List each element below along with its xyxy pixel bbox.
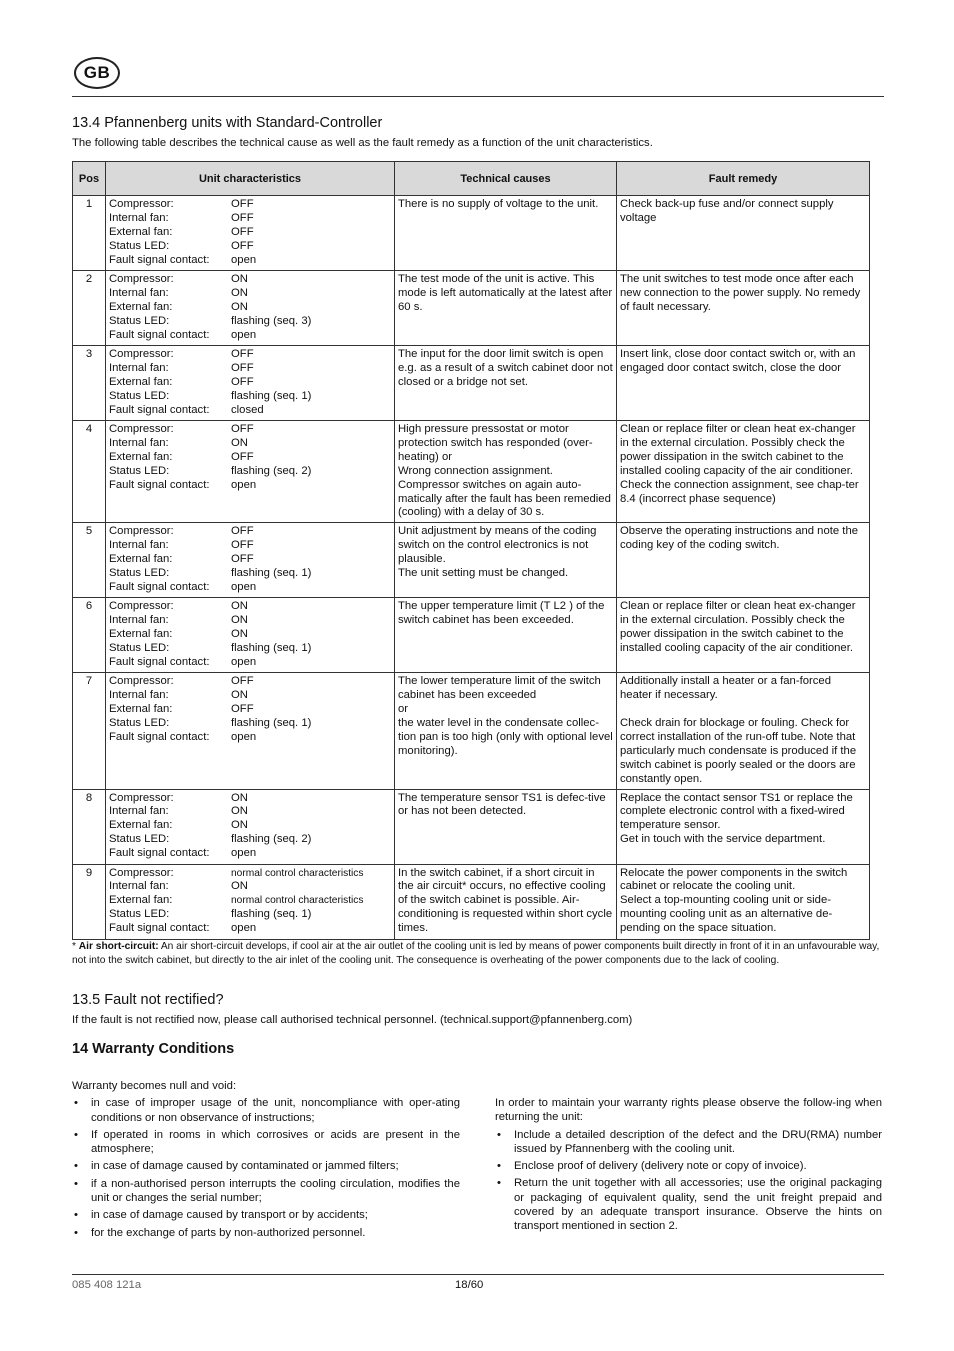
table-row	[73, 789, 870, 864]
remedy-paragraph: Replace the contact sensor TS1 or replace the complete electronic control with a fixed-wired temperature sensor.	[620, 791, 853, 832]
characteristic-label: Status LED:	[109, 567, 170, 580]
row-unit-characteristics	[106, 271, 395, 346]
characteristic-value: OFF	[231, 239, 254, 252]
cause-paragraph: High pressure pressostat or motor protection switch has responded (over-heating) or	[398, 423, 593, 463]
characteristic-label: External fan:	[109, 894, 173, 907]
section-14-title: 14 Warranty Conditions	[72, 1041, 235, 1057]
characteristic-label: Fault signal contact:	[109, 580, 210, 593]
characteristic-value: flashing (seq. 1)	[231, 389, 312, 402]
row-fault-remedy	[617, 421, 870, 523]
characteristic-value: OFF	[231, 450, 254, 463]
bullet-icon: •	[74, 1160, 78, 1173]
characteristic-label: Internal fan:	[109, 361, 169, 374]
row-unit-characteristics	[106, 346, 395, 421]
remedy-paragraph: Check drain for blockage or fouling. Check for correct installation of the run-off tube. Note that particularly much condensate is produced if the switch cabinet is poorly sealed or the doors are constantly open.	[620, 717, 857, 785]
characteristic-label: Status LED:	[109, 833, 170, 846]
characteristic-label: Compressor:	[109, 675, 174, 688]
cause-paragraph: Unit adjustment by means of the coding switch on the control electronics is not plausible.	[398, 525, 597, 566]
characteristic-value: closed	[231, 403, 264, 416]
characteristic-value: open	[231, 253, 257, 266]
table-row	[73, 271, 870, 346]
characteristic-label: Fault signal contact:	[109, 478, 210, 491]
row-pos: 7	[73, 673, 106, 789]
bullet-icon: •	[497, 1160, 501, 1173]
warranty-maintain-column	[495, 1096, 882, 1237]
characteristic-label: Fault signal contact:	[109, 655, 210, 668]
row-technical-causes	[395, 789, 617, 864]
row-technical-causes	[395, 271, 617, 346]
cause-paragraph: or	[398, 703, 409, 716]
remedy-paragraph: Clean or replace filter or clean heat ex-changer in the external circulation. Possibly check the power dissipation in the switch cabinet to the installed cooling capacity of the air conditioner.	[620, 423, 856, 477]
characteristic-label: Compressor:	[109, 600, 174, 613]
row-pos: 2	[73, 271, 106, 346]
bullet-icon: •	[74, 1209, 78, 1222]
remedy-paragraph: Check the connection assignment, see chap-ter 8.4 (incorrect phase sequence)	[620, 478, 859, 505]
row-fault-remedy	[617, 523, 870, 598]
characteristic-label: Status LED:	[109, 464, 170, 477]
characteristic-label: Internal fan:	[109, 286, 169, 299]
cause-paragraph: There is no supply of voltage to the unit.	[398, 198, 599, 210]
warranty-maintain-intro: In order to maintain your warranty rights please observe the follow-ing when returning the unit:	[495, 1097, 882, 1124]
characteristic-value: ON	[231, 628, 248, 641]
section-13-5-text: If the fault is not rectified now, please call authorised technical personnel. (technical.support@pfannenberg.com)	[72, 1014, 633, 1026]
row-fault-remedy	[617, 598, 870, 673]
characteristic-value: ON	[231, 805, 248, 818]
table-row	[73, 864, 870, 939]
row-fault-remedy	[617, 673, 870, 789]
bullet-icon: •	[497, 1128, 501, 1141]
characteristic-label: Compressor:	[109, 198, 174, 210]
characteristic-label: Fault signal contact:	[109, 847, 210, 860]
list-item-text: in case of damage caused by contaminated or jammed filters;	[91, 1160, 399, 1173]
characteristic-label: Internal fan:	[109, 689, 169, 702]
characteristic-label: External fan:	[109, 300, 173, 313]
characteristic-value: OFF	[231, 361, 254, 374]
characteristic-label: Status LED:	[109, 314, 170, 327]
characteristic-label: Status LED:	[109, 908, 170, 921]
characteristic-label: External fan:	[109, 553, 173, 566]
row-unit-characteristics	[106, 523, 395, 598]
list-item	[72, 1128, 460, 1157]
characteristic-label: Compressor:	[109, 791, 174, 804]
characteristic-value: OFF	[231, 703, 254, 716]
row-unit-characteristics	[106, 421, 395, 523]
characteristic-value: OFF	[231, 539, 254, 552]
characteristic-value: flashing (seq. 3)	[231, 314, 312, 327]
characteristic-value: OFF	[231, 553, 254, 566]
characteristic-label: Fault signal contact:	[109, 328, 210, 341]
list-item	[72, 1159, 460, 1173]
cause-paragraph: The upper temperature limit (T L2 ) of the switch cabinet has been exceeded.	[398, 600, 605, 627]
characteristic-value: flashing (seq. 1)	[231, 717, 312, 730]
row-technical-causes	[395, 864, 617, 939]
list-item	[495, 1176, 882, 1233]
characteristic-value: ON	[231, 600, 248, 613]
section-13-4-title: 13.4 Pfannenberg units with Standard-Controller	[72, 115, 383, 131]
row-pos: 6	[73, 598, 106, 673]
characteristic-value: open	[231, 655, 257, 668]
characteristic-label: Internal fan:	[109, 805, 169, 818]
characteristic-label: Internal fan:	[109, 539, 169, 552]
characteristic-label: Fault signal contact:	[109, 922, 210, 935]
characteristic-value: normal control characteristics	[231, 895, 364, 907]
remedy-paragraph: Additionally install a heater or a fan-forced heater if necessary.	[620, 675, 831, 702]
characteristic-value: open	[231, 730, 257, 743]
language-badge: GB	[74, 57, 120, 89]
header-pos: Pos	[73, 162, 106, 196]
row-unit-characteristics	[106, 864, 395, 939]
characteristic-label: Compressor:	[109, 273, 174, 285]
characteristic-label: Fault signal contact:	[109, 730, 210, 743]
row-fault-remedy	[617, 271, 870, 346]
header-divider	[72, 96, 884, 97]
characteristic-label: Compressor:	[109, 348, 174, 360]
characteristic-value: flashing (seq. 2)	[231, 833, 312, 846]
list-item-text: if a non-authorised person interrupts the cooling circulation, modifies the unit or changes the serial number;	[91, 1177, 460, 1205]
row-technical-causes	[395, 196, 617, 271]
footnote-term: Air short-circuit:	[78, 941, 159, 952]
characteristic-value: open	[231, 847, 257, 860]
list-item-text: Enclose proof of delivery (delivery note or copy of invoice).	[514, 1160, 807, 1173]
row-technical-causes	[395, 673, 617, 789]
page-number: 18/60	[455, 1279, 484, 1291]
characteristic-label: External fan:	[109, 450, 173, 463]
footnote-marker: *	[72, 941, 79, 952]
characteristic-value: flashing (seq. 1)	[231, 908, 312, 921]
remedy-paragraph: Observe the operating instructions and note the coding key of the coding switch.	[620, 525, 859, 552]
list-item	[72, 1096, 460, 1125]
cause-paragraph: In the switch cabinet, if a short circuit in the air circuit* occurs, no effective cooling of the switch cabinet is possible. Air-conditioning is requested within short cycle times.	[398, 866, 613, 935]
characteristic-value: normal control characteristics	[231, 867, 364, 879]
table-row	[73, 421, 870, 523]
list-item-text: in case of damage caused by transport or by accidents;	[91, 1209, 368, 1222]
row-fault-remedy	[617, 346, 870, 421]
row-unit-characteristics	[106, 196, 395, 271]
table-body	[73, 196, 870, 940]
warranty-void-column	[72, 1079, 460, 1243]
header-fault-remedy: Fault remedy	[617, 162, 870, 196]
row-fault-remedy	[617, 196, 870, 271]
characteristic-label: Status LED:	[109, 717, 170, 730]
list-item	[72, 1226, 460, 1240]
remedy-paragraph: Check back-up fuse and/or connect supply voltage	[620, 198, 834, 224]
row-technical-causes	[395, 523, 617, 598]
row-technical-causes	[395, 346, 617, 421]
header-unit-characteristics: Unit characteristics	[106, 162, 395, 196]
list-item-text: in case of improper usage of the unit, noncompliance with oper-ating conditions or non observance of instructions;	[91, 1097, 460, 1124]
characteristic-value: OFF	[231, 348, 254, 360]
header-technical-causes: Technical causes	[395, 162, 617, 196]
characteristic-label: Internal fan:	[109, 614, 169, 627]
table-row	[73, 598, 870, 673]
footnote-text: An air short-circuit develops, if cool air at the air outlet of the cooling unit is led by means of power components built directly in front of it in an unfavourable way, not into the switch cabinet, but directly to the air inlet of the cooling unit. The consequence is overheating of the power components due to the lack of cooling.	[72, 941, 880, 966]
list-item-text: Return the unit together with all accessories; use the original packaging or packaging of equivalent quality, send the unit freight prepaid and covered by an adequate transport insurance. Observe the hints on transport mentioned in section 2.	[514, 1177, 882, 1233]
fault-table	[72, 161, 870, 940]
row-unit-characteristics	[106, 598, 395, 673]
characteristic-value: ON	[231, 273, 248, 285]
characteristic-label: External fan:	[109, 225, 173, 238]
remedy-paragraph: Insert link, close door contact switch or, with an engaged door contact switch, close the door	[620, 348, 856, 374]
characteristic-label: Status LED:	[109, 389, 170, 402]
characteristic-value: flashing (seq. 2)	[231, 464, 312, 477]
characteristic-value: OFF	[231, 525, 254, 538]
characteristic-label: External fan:	[109, 819, 173, 832]
row-fault-remedy	[617, 789, 870, 864]
characteristic-value: OFF	[231, 211, 254, 224]
characteristic-value: ON	[231, 614, 248, 627]
characteristic-label: Compressor:	[109, 423, 174, 435]
characteristic-label: External fan:	[109, 375, 173, 388]
characteristic-value: OFF	[231, 225, 254, 238]
cause-paragraph: The unit setting must be changed.	[398, 567, 569, 580]
bullet-icon: •	[74, 1097, 78, 1110]
characteristic-label: Internal fan:	[109, 436, 169, 449]
warranty-void-list	[72, 1096, 460, 1240]
remedy-paragraph: Clean or replace filter or clean heat ex-changer in the external circulation. Possibly check the power dissipation in the switch cabinet to the installed cooling capacity of the air conditioner.	[620, 600, 856, 655]
characteristic-label: Status LED:	[109, 642, 170, 655]
table-row	[73, 523, 870, 598]
characteristic-value: open	[231, 328, 257, 341]
row-technical-causes	[395, 598, 617, 673]
characteristic-value: ON	[231, 436, 248, 449]
document-number: 085 408 121a	[72, 1279, 142, 1291]
bullet-icon: •	[74, 1177, 78, 1190]
warranty-void-intro: Warranty becomes null and void:	[72, 1080, 237, 1092]
row-fault-remedy	[617, 864, 870, 939]
characteristic-value: OFF	[231, 198, 254, 210]
characteristic-value: ON	[231, 819, 248, 832]
row-pos: 1	[73, 196, 106, 271]
row-pos: 9	[73, 864, 106, 939]
list-item	[72, 1208, 460, 1222]
row-unit-characteristics	[106, 789, 395, 864]
characteristic-value: flashing (seq. 1)	[231, 642, 312, 655]
cause-paragraph: The temperature sensor TS1 is defec-tive or has not been detected.	[398, 791, 606, 818]
characteristic-label: Internal fan:	[109, 880, 169, 893]
characteristic-label: Internal fan:	[109, 211, 169, 224]
characteristic-label: Fault signal contact:	[109, 253, 210, 266]
warranty-maintain-list	[495, 1128, 882, 1234]
cause-paragraph: The test mode of the unit is active. This mode is left automatically at the latest after 60 s.	[398, 273, 613, 313]
bullet-icon: •	[497, 1177, 501, 1190]
list-item-text: If operated in rooms in which corrosives or acids are present in the atmosphere;	[91, 1128, 460, 1156]
characteristic-value: ON	[231, 880, 248, 893]
row-technical-causes	[395, 421, 617, 523]
characteristic-value: ON	[231, 286, 248, 299]
footnote	[72, 940, 882, 967]
row-pos: 5	[73, 523, 106, 598]
characteristic-value: flashing (seq. 1)	[231, 567, 312, 580]
section-13-5-title: 13.5 Fault not rectified?	[72, 992, 224, 1008]
remedy-paragraph: Relocate the power components in the switch cabinet or relocate the cooling unit.	[620, 866, 848, 893]
cause-paragraph: Wrong connection assignment.	[398, 464, 553, 477]
characteristic-value: OFF	[231, 375, 254, 388]
row-unit-characteristics	[106, 673, 395, 789]
list-item	[495, 1128, 882, 1157]
characteristic-value: ON	[231, 689, 248, 702]
characteristic-label: External fan:	[109, 703, 173, 716]
characteristic-label: Status LED:	[109, 239, 170, 252]
characteristic-value: open	[231, 478, 257, 491]
remedy-paragraph: The unit switches to test mode once after each new connection to the power supply. No remedy of fault necessary.	[620, 273, 861, 313]
remedy-paragraph: Get in touch with the service department.	[620, 833, 826, 846]
remedy-paragraph	[620, 703, 866, 717]
list-item	[72, 1177, 460, 1206]
characteristic-label: Compressor:	[109, 866, 174, 879]
cause-paragraph: the water level in the condensate collec-tion pan is too high (only with optional level monitoring).	[398, 717, 613, 757]
characteristic-value: ON	[231, 791, 248, 804]
table-row	[73, 346, 870, 421]
table-header-row	[73, 162, 870, 196]
characteristic-value: OFF	[231, 675, 254, 688]
characteristic-value: open	[231, 580, 257, 593]
list-item-text: Include a detailed description of the defect and the DRU(RMA) number issued by Pfannenberg with the cooling unit.	[514, 1128, 882, 1155]
remedy-paragraph: Select a top-mounting cooling unit or side-mounting cooling unit as an alternative de-pending on the space situation.	[620, 894, 833, 935]
row-pos: 8	[73, 789, 106, 864]
footer-divider	[72, 1274, 884, 1275]
bullet-icon: •	[74, 1128, 78, 1141]
list-item-text: for the exchange of parts by non-authorized personnel.	[91, 1226, 366, 1239]
row-pos: 3	[73, 346, 106, 421]
cause-paragraph: The input for the door limit switch is open e.g. as a result of a switch cabinet door not closed or a bridge not set.	[398, 348, 613, 388]
characteristic-label: External fan:	[109, 628, 173, 641]
table-row	[73, 196, 870, 271]
list-item	[495, 1159, 882, 1173]
bullet-icon: •	[74, 1226, 78, 1239]
characteristic-label: Compressor:	[109, 525, 174, 538]
characteristic-value: open	[231, 922, 257, 935]
characteristic-value: ON	[231, 300, 248, 313]
table-row	[73, 673, 870, 789]
row-pos: 4	[73, 421, 106, 523]
characteristic-label: Fault signal contact:	[109, 403, 210, 416]
section-13-4-intro: The following table describes the technical cause as well as the fault remedy as a function of the unit characteristics.	[72, 137, 653, 149]
cause-paragraph: The lower temperature limit of the switch cabinet has been exceeded	[398, 675, 601, 702]
characteristic-value: OFF	[231, 423, 254, 435]
cause-paragraph: Compressor switches on again auto-matically after the fault has been remedied (cooling) with a delay of 30 s.	[398, 478, 611, 519]
